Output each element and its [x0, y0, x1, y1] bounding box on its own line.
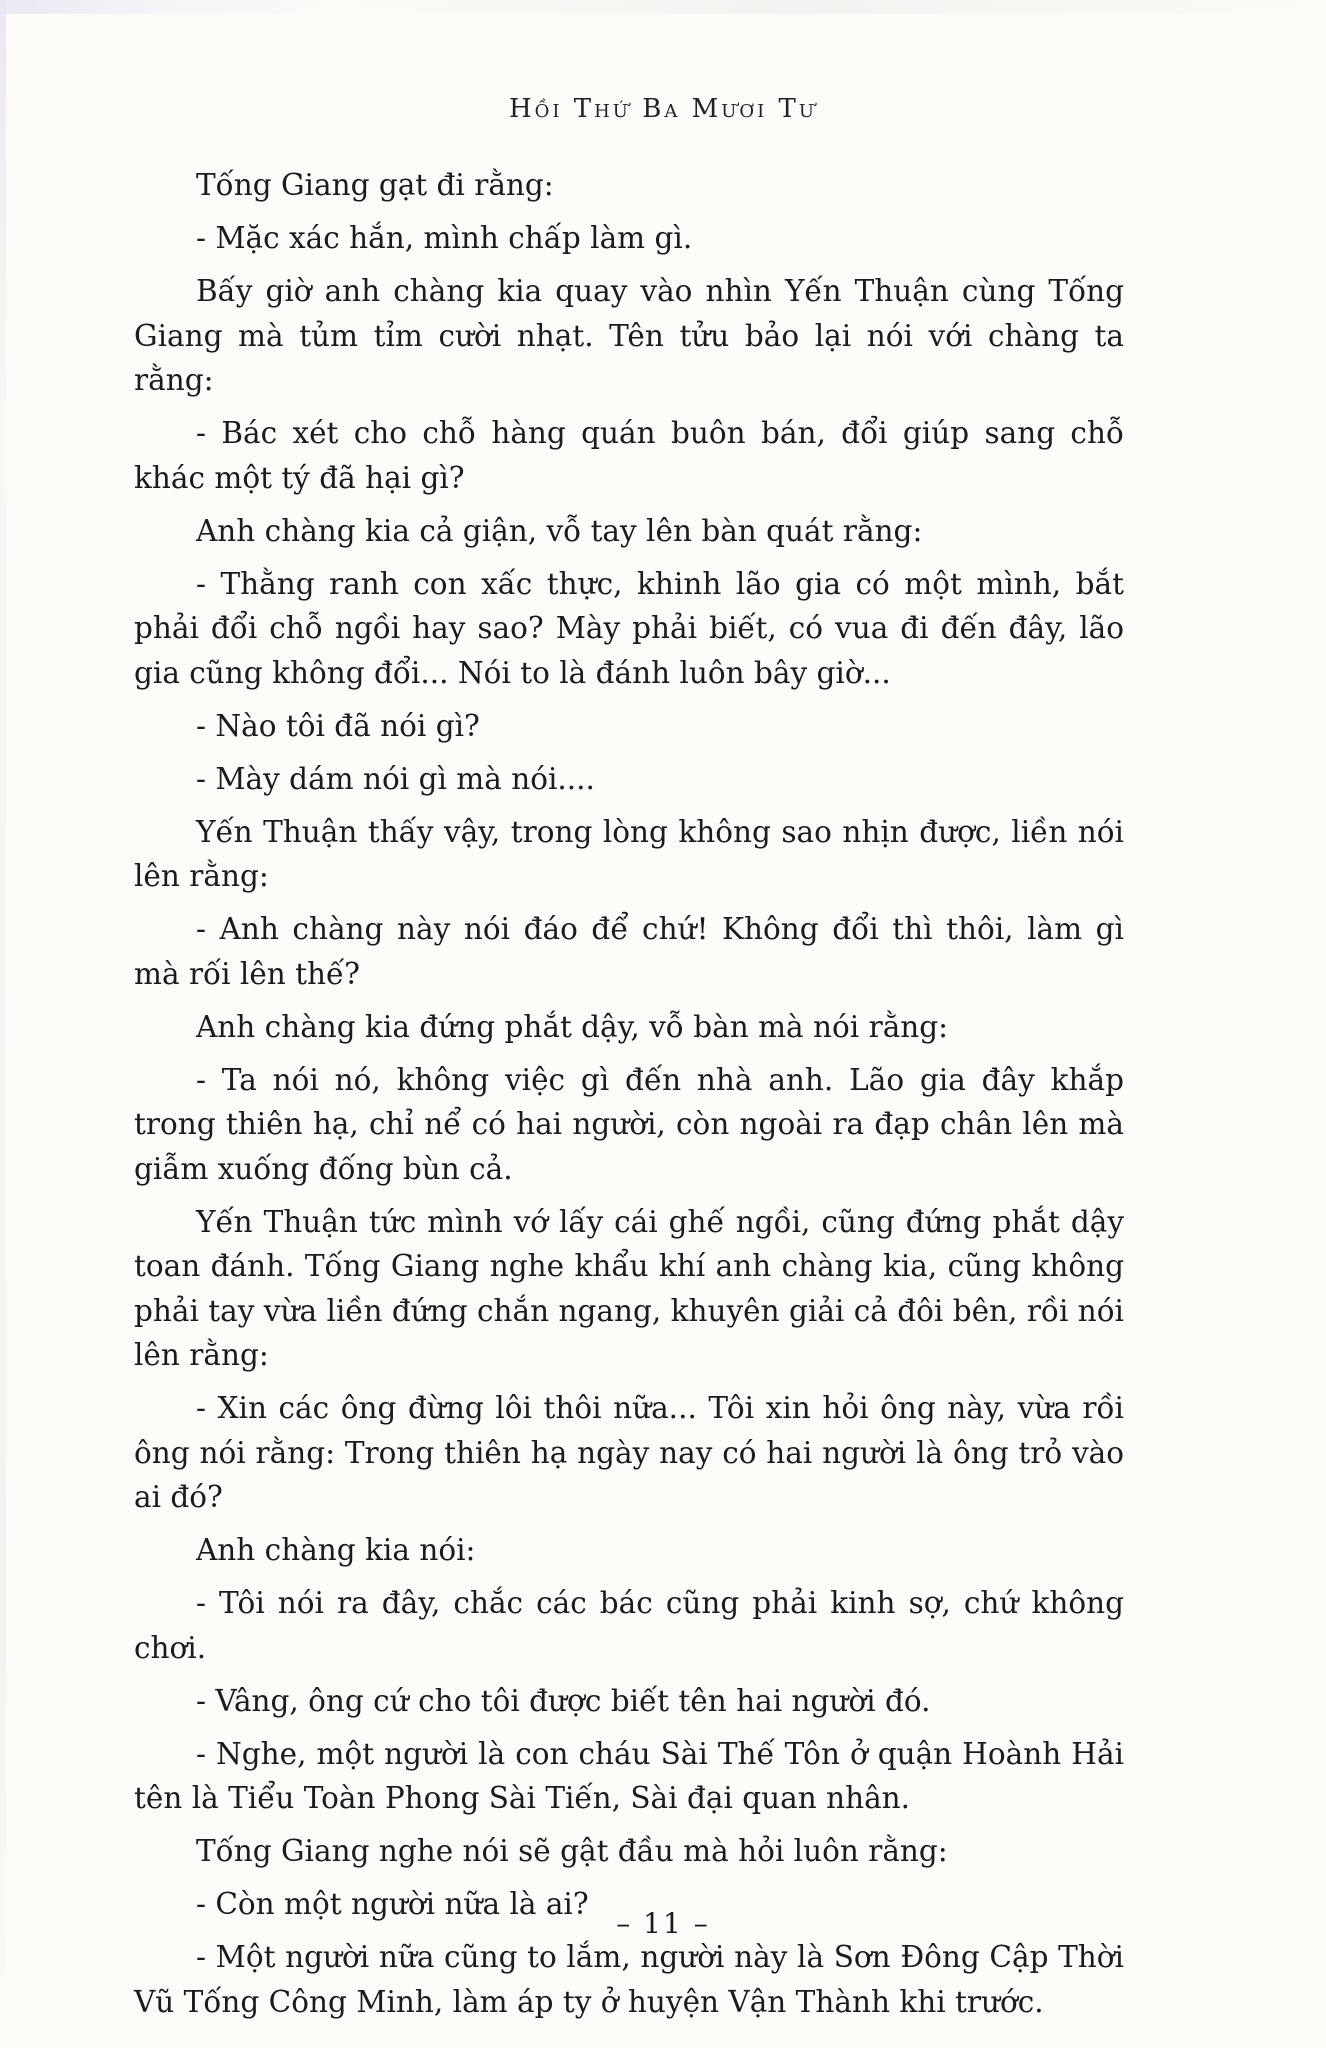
paragraph: Anh chàng kia đứng phắt dậy, vỗ bàn mà nói rằng: [196, 1009, 949, 1044]
paragraph: - Anh chàng này nói đáo để chứ! Không đổi thì thôi, làm gì mà rối lên thế? [134, 912, 1124, 991]
scan-edge-left [0, 0, 6, 2048]
body-text [134, 163, 1124, 2033]
paragraph: Tống Giang nghe nói sẽ gật đầu mà hỏi luôn rằng: [196, 1834, 948, 1868]
paragraph: - Tôi nói ra đây, chắc các bác cũng phải kinh sợ, chứ không chơi. [134, 1586, 1124, 1665]
paragraph: - Mặc xác hắn, mình chấp làm gì. [196, 221, 693, 255]
paragraph: - Nghe, một người là con cháu Sài Thế Tôn ở quận Hoành Hải tên là Tiểu Toàn Phong Sài Tiến, Sài đại quan nhân. [134, 1736, 1124, 1815]
scan-edge-top [0, 0, 1326, 14]
paragraph: Anh chàng kia nói: [196, 1533, 476, 1567]
paragraph: - Nào tôi đã nói gì? [196, 708, 480, 743]
paragraph: Anh chàng kia cả giận, vỗ tay lên bàn quát rằng: [196, 513, 923, 548]
paragraph: - Thằng ranh con xấc thực, khinh lão gia có một mình, bắt phải đổi chỗ ngồi hay sao? Mày phải biết, có vua đi đến đây, lão gia cũng không đổi... Nói to là đánh luôn bây giờ... [134, 566, 1124, 690]
paragraph: Bấy giờ anh chàng kia quay vào nhìn Yến Thuận cùng Tống Giang mà tủm tỉm cười nhạt. Tên tửu bảo lại nói với chàng ta rằng: [134, 274, 1124, 397]
paragraph: - Xin các ông đừng lôi thôi nữa... Tôi xin hỏi ông này, vừa rồi ông nói rằng: Trong thiên hạ ngày nay có hai người là ông trỏ vào ai đó? [134, 1391, 1124, 1514]
running-head: Hồi Thứ Ba Mươi Tư [508, 94, 818, 124]
paragraph: - Còn một người nữa là ai? [196, 1887, 589, 1921]
page-number: – 11 – [616, 1907, 710, 1940]
paragraph: - Một người nữa cũng to lắm, người này là Sơn Đông Cập Thời Vũ Tống Công Minh, làm áp ty ở huyện Vận Thành khi trước. [134, 1940, 1124, 2019]
paragraph: - Bác xét cho chỗ hàng quán buôn bán, đổi giúp sang chỗ khác một tý đã hại gì? [134, 416, 1124, 495]
paragraph: Tống Giang gạt đi rằng: [196, 168, 554, 202]
paragraph: - Vâng, ông cứ cho tôi được biết tên hai người đó. [196, 1683, 931, 1718]
paragraph: Yến Thuận tức mình vớ lấy cái ghế ngồi, cũng đứng phắt dậy toan đánh. Tống Giang nghe khẩu khí anh chàng kia, cũng không phải tay vừa liền đứng chắn ngang, khuyên giải cả đôi bên, rồi nói lên rằng: [134, 1204, 1124, 1372]
paragraph: Yến Thuận thấy vậy, trong lòng không sao nhịn được, liền nói lên rằng: [134, 814, 1124, 893]
paragraph: - Mày dám nói gì mà nói.... [196, 761, 595, 796]
paragraph: - Ta nói nó, không việc gì đến nhà anh. Lão gia đây khắp trong thiên hạ, chỉ nể có hai người, còn ngoài ra đạp chân lên mà giẫm xuống đống bùn cả. [134, 1062, 1124, 1186]
